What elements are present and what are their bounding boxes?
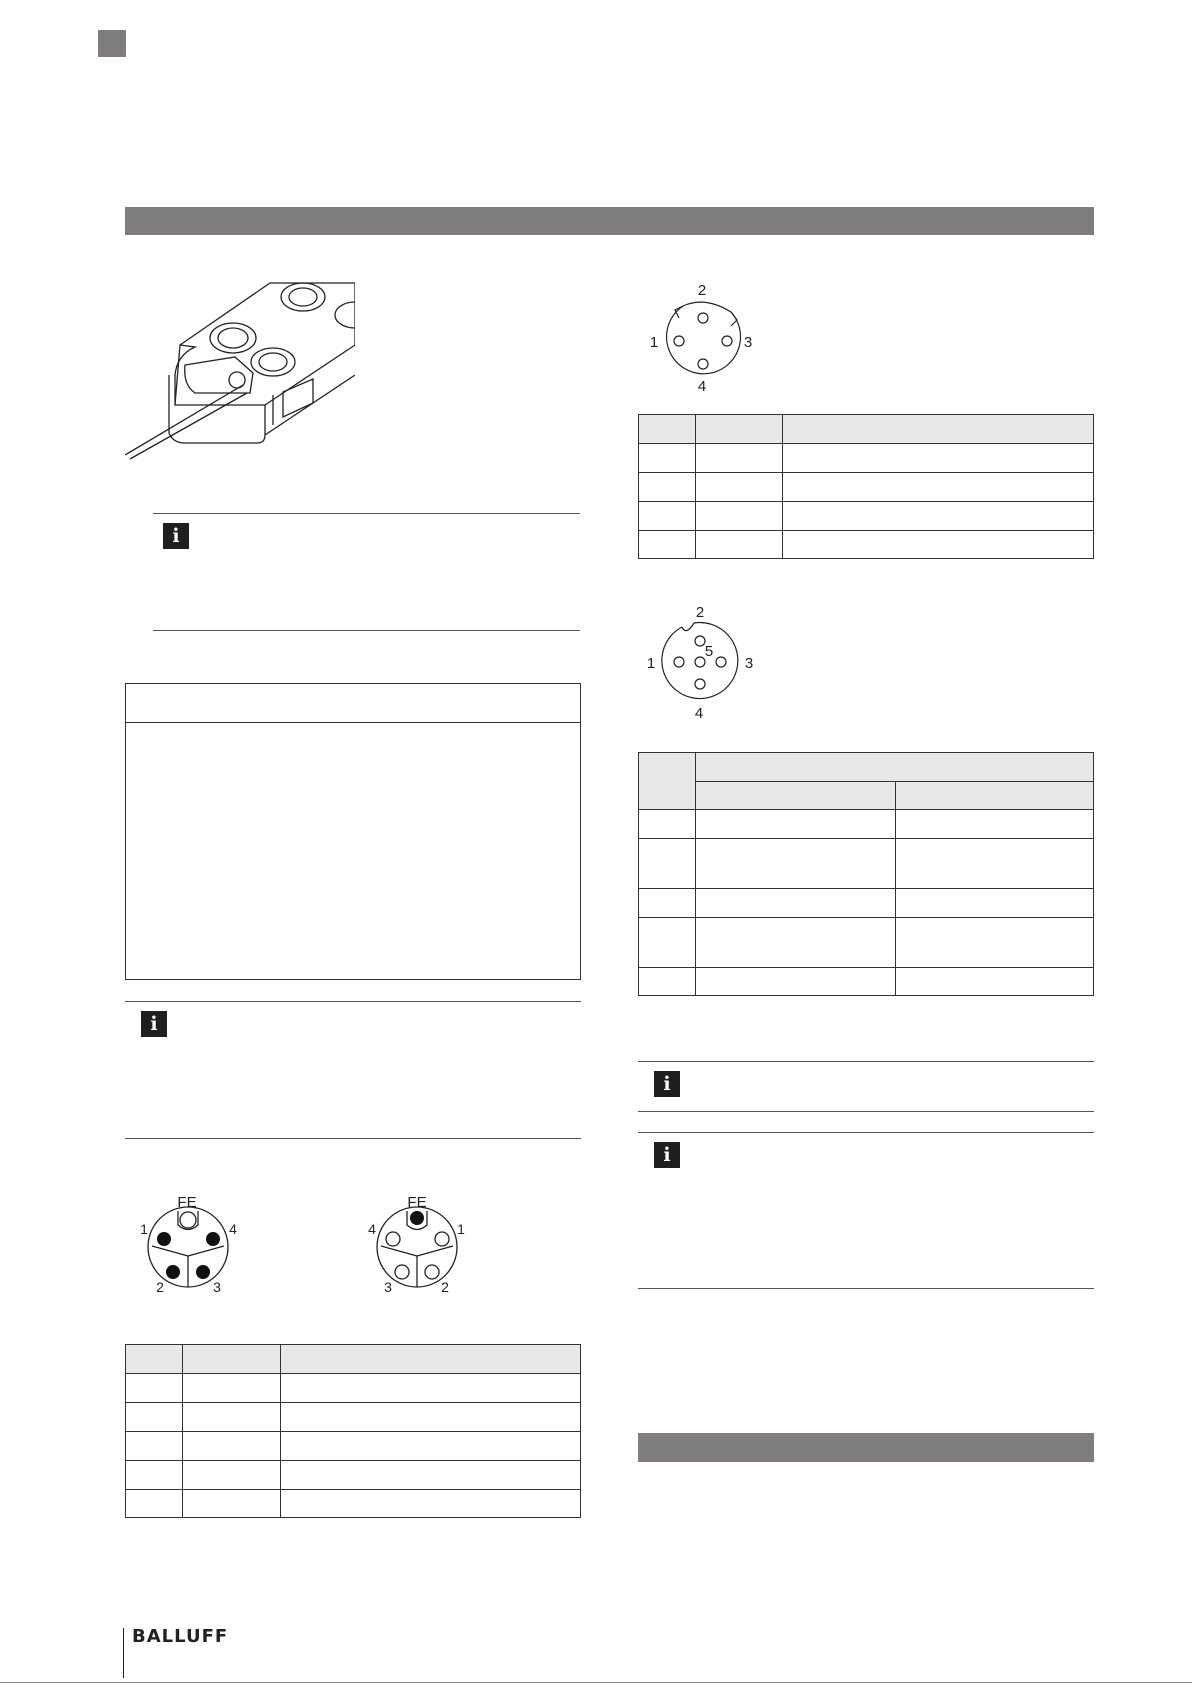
table-row xyxy=(126,1432,581,1461)
table-header-cell xyxy=(783,415,1094,444)
note-bottom-rule xyxy=(153,630,580,631)
table-row xyxy=(639,889,1094,918)
footer-vertical-rule xyxy=(123,1628,124,1678)
pin-label-fe: FE xyxy=(407,1194,427,1211)
info-box-header-divider xyxy=(126,722,580,723)
info-box xyxy=(125,683,581,980)
pin-label-fe: FE xyxy=(177,1194,197,1211)
table-row xyxy=(639,444,1094,473)
note-bottom-rule xyxy=(638,1111,1094,1112)
pin-label-2: 2 xyxy=(695,604,705,621)
pin-table-4pin xyxy=(638,414,1094,559)
table-header-cell xyxy=(696,415,783,444)
info-icon: i xyxy=(654,1142,680,1168)
table-header-cell xyxy=(126,1345,183,1374)
table-row xyxy=(639,810,1094,839)
table-header-cell xyxy=(696,753,1094,782)
pin-label-4: 4 xyxy=(697,378,707,395)
pin-table-left xyxy=(125,1344,581,1518)
table-header-cell xyxy=(183,1345,281,1374)
pin-label-5: 5 xyxy=(704,643,714,660)
section-header-bar xyxy=(125,207,1094,235)
table-row xyxy=(639,531,1094,559)
table-header-cell xyxy=(639,415,696,444)
table-header-row xyxy=(126,1345,581,1374)
note-top-rule xyxy=(125,1001,581,1002)
table-row xyxy=(639,473,1094,502)
table-row xyxy=(126,1490,581,1518)
pin-label-4: 4 xyxy=(368,1221,376,1237)
pin-label-3: 3 xyxy=(743,334,753,351)
device-illustration xyxy=(125,275,355,460)
connector-diagram-5pin xyxy=(642,600,762,725)
info-icon: i xyxy=(163,523,189,549)
pin-label-3: 3 xyxy=(213,1279,221,1295)
table-row xyxy=(639,968,1094,996)
pin-label-1: 1 xyxy=(457,1221,465,1237)
table-row xyxy=(126,1374,581,1403)
table-subheader-row xyxy=(639,782,1094,810)
note-top-rule xyxy=(638,1132,1094,1133)
info-icon: i xyxy=(654,1071,680,1097)
page-marker-square xyxy=(98,30,126,57)
connector-diagram-fe-female xyxy=(363,1190,473,1300)
connector-diagram-fe-male xyxy=(135,1190,245,1300)
table-row xyxy=(639,502,1094,531)
table-row xyxy=(639,918,1094,968)
table-row xyxy=(126,1403,581,1432)
subsection-header-bar xyxy=(638,1433,1094,1462)
note-top-rule xyxy=(153,513,580,514)
connector-diagram-4pin xyxy=(645,280,765,395)
note-bottom-rule xyxy=(125,1138,581,1139)
pin-label-3: 3 xyxy=(384,1279,392,1295)
pin-label-4: 4 xyxy=(694,705,704,722)
pin-label-2: 2 xyxy=(697,282,707,299)
pin-label-3: 3 xyxy=(744,655,754,672)
table-row xyxy=(639,839,1094,889)
balluff-logo: BALLUFF xyxy=(132,1626,229,1647)
note-bottom-rule xyxy=(638,1288,1094,1289)
pin-label-2: 2 xyxy=(156,1279,164,1295)
info-icon: i xyxy=(141,1011,167,1037)
note-top-rule xyxy=(638,1061,1094,1062)
pin-label-1: 1 xyxy=(649,334,659,351)
pin-label-2: 2 xyxy=(441,1279,449,1295)
pin-label-4: 4 xyxy=(229,1221,237,1237)
table-header-row xyxy=(639,415,1094,444)
table-header-cell xyxy=(896,782,1094,810)
pin-label-1: 1 xyxy=(646,655,656,672)
pin-label-1: 1 xyxy=(140,1221,148,1237)
table-header-row xyxy=(639,753,1094,782)
footer-baseline xyxy=(0,1682,1192,1683)
table-header-cell xyxy=(281,1345,581,1374)
pin-table-5pin xyxy=(638,752,1094,996)
table-row xyxy=(126,1461,581,1490)
table-header-cell xyxy=(639,753,696,810)
table-header-cell xyxy=(696,782,896,810)
